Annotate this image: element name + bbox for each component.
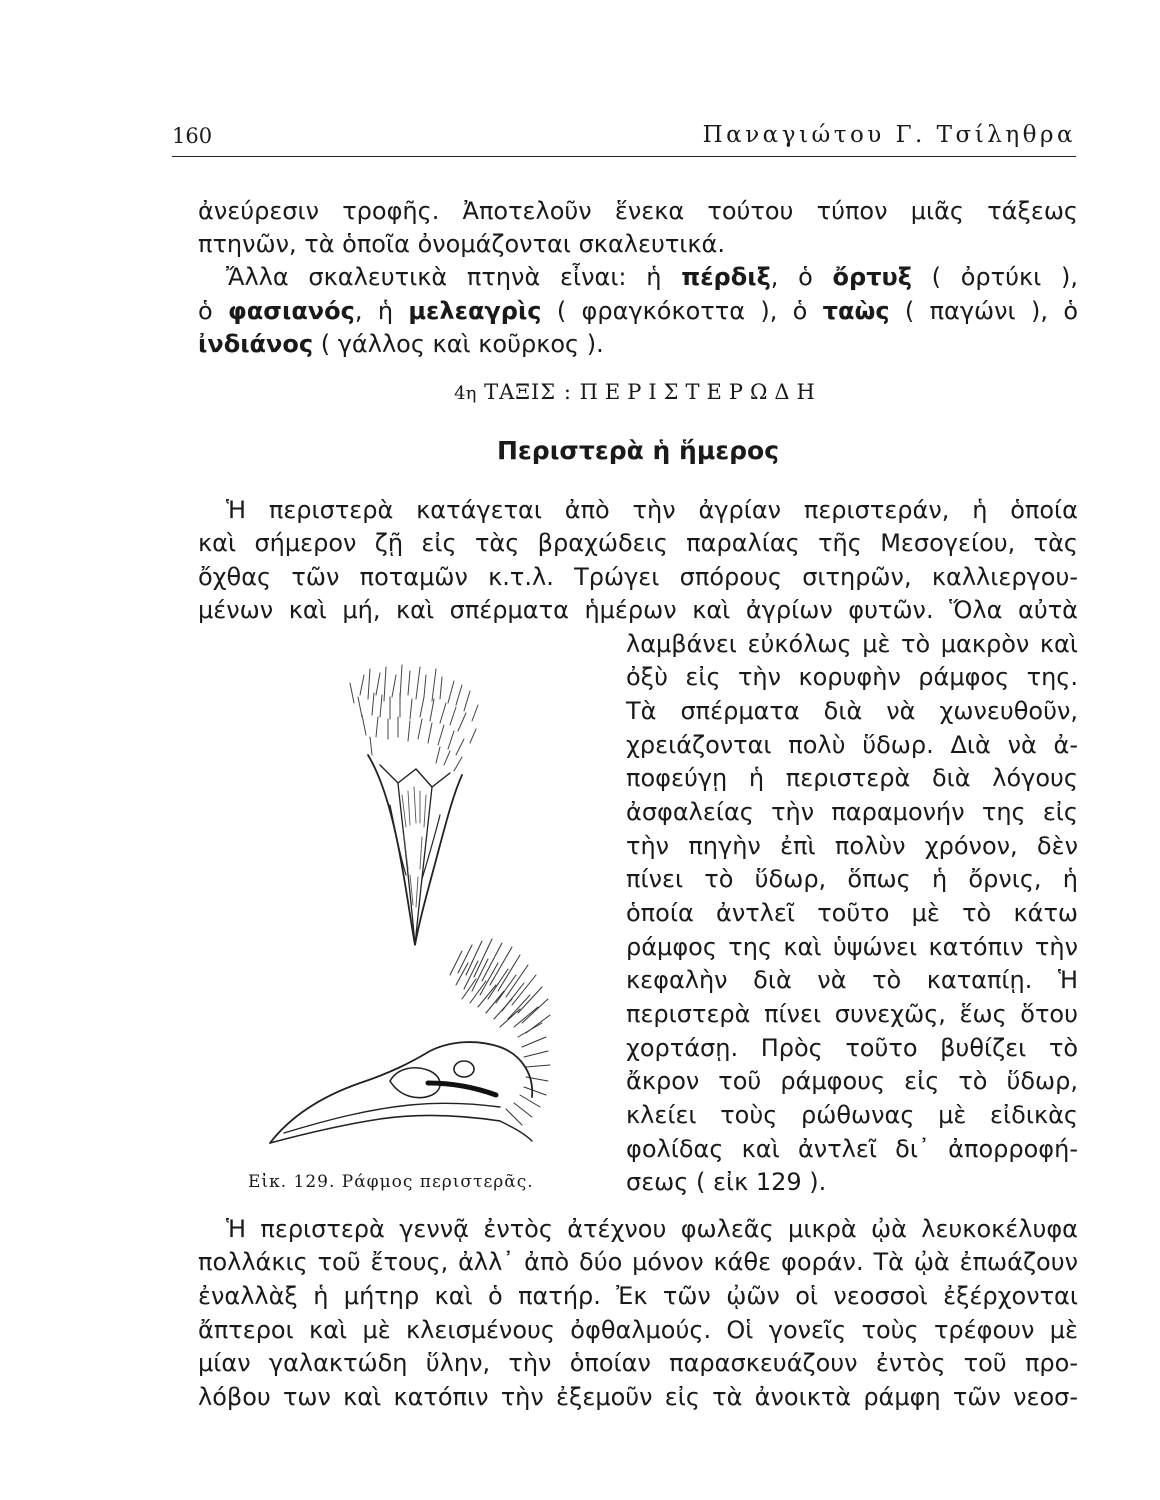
term-bold: ὄρτυξ [832,263,912,291]
column-line: ὀξὺ εἰς τὴν κορυφὴν ράμφος της. [626,663,1078,691]
column-line: περιστερὰ πίνει συνεχῶς, ἕως ὅτου [626,1000,1078,1028]
column-line: κεφαλὴν διὰ νὰ τὸ καταπίῃ. Ἡ [626,966,1078,994]
column-line: κλείει τοὺς ρώθωνας μὲ εἰδικὰς [626,1101,1078,1129]
text-run: ( παγώνι ), ὁ [889,297,1078,325]
column-line: πίνει τὸ ὕδωρ, ὅπως ἡ ὄρνις, ἡ [626,865,1078,893]
body-line: μένων καὶ μή, καὶ σπέρματα ἡμέρων καὶ ἀγρίων φυτῶν. Ὅλα αὐτὰ [198,596,1078,624]
section-name: ΠΕΡΙΣΤΕΡΩΔΗ [579,380,822,404]
text-run: , ἡ [354,297,409,325]
body-line: λόβου των καὶ κατόπιν τὴν ἐξεμοῦν εἰς τὰ ἀνοικτὰ ράμφη τῶν νεοσ- [198,1383,1078,1411]
body-line: Ἡ περιστερὰ κατάγεται ἀπὸ τὴν ἀγρίαν περιστεράν, ἡ ὁποία [226,496,1078,524]
beak-side-view [270,939,550,1143]
column-line: ἀσφαλείας τὴν παραμονήν της εἰς [626,798,1078,826]
body-line: ἀνεύρεσιν τροφῆς. Ἀποτελοῦν ἕνεκα τούτου τύπον μιᾶς τάξεως [198,197,1078,225]
term-bold: μελεαγρὶς [408,297,542,325]
body-line [198,328,1078,360]
term-bold: φασιανός [228,297,355,325]
term-bold: ἰνδιάνος [198,330,314,358]
body-line: ἐναλλὰξ ἡ μήτηρ καὶ ὁ πατήρ. Ἐκ τῶν ᾠῶν οἱ νεοσσοὶ ἐξέρχονται [198,1282,1078,1310]
column-line: λαμβάνει εὐκόλως μὲ τὸ μακρὸν καὶ [626,630,1078,658]
term-bold: πέρδιξ [681,263,771,291]
column-line: ἄκρον τοῦ ράμφους εἰς τὸ ὕδωρ, [626,1067,1078,1095]
text-run: ὁ [198,297,229,325]
text-run: ( γάλλος καὶ κοῦρκος ). [313,330,604,358]
body-line: πτηνῶν, τὰ ὁποῖα ὀνομάζονται σκαλευτικά. [198,230,725,258]
column-line: σεως ( εἰκ 129 ). [626,1168,827,1196]
beak-top-view [350,665,478,945]
running-head [172,120,1076,157]
body-line [226,261,1078,293]
body-line: ἄπτεροι καὶ μὲ κλεισμένους ὀφθαλμούς. Οἱ γονεῖς τοὺς τρέφουν μὲ [198,1316,1078,1344]
section-heading [198,380,1078,404]
body-line [198,295,1078,327]
term-bold: ταὼς [822,297,890,325]
section-number: 4η [454,383,477,404]
column-line: ποφεύγῃ ἡ περιστερὰ διὰ λόγους [626,764,1078,792]
body-line: Ἡ περιστερὰ γεννᾷ ἐντὸς ἀτέχνου φωλεᾶς μικρὰ ᾠὰ λευκοκέλυφα [226,1215,1078,1243]
page-number: 160 [172,124,213,148]
column-line: χρειάζονται πολὺ ὕδωρ. Διὰ νὰ ἀ- [626,731,1078,759]
figure-caption: Εἰκ. 129. Ράφμος περιστερᾶς. [248,1172,534,1192]
section-label: ΤΑΞΙΣ : [484,380,572,404]
column-line: ὁποία ἀντλεῖ τοῦτο μὲ τὸ κάτω [626,899,1078,927]
text-run: ( ὀρτύκι ), [911,263,1078,291]
running-title: Παναγιώτου Γ. Τσίληθρα [702,122,1076,148]
column-line: χορτάσῃ. Πρὸς τοῦτο βυθίζει τὸ [626,1034,1078,1062]
subheading: Περιστερὰ ἡ ἥμερος [496,436,780,465]
text-run: Ἄλλα σκαλευτικὰ πτηνὰ εἶναι: ἡ [226,263,682,291]
body-line: μίαν γαλακτώδη ὕλην, τὴν ὁποίαν παρασκευάζουν ἐντὸς τοῦ προ- [198,1349,1078,1377]
column-line: Τὰ σπέρματα διὰ νὰ χωνευθοῦν, [626,697,1078,725]
column-line: τὴν πηγὴν ἐπὶ πολὺν χρόνον, δὲν [626,832,1078,860]
text-run: , ὁ [770,263,833,291]
pigeon-beak-figure [250,655,595,1175]
body-line: ὄχθας τῶν ποταμῶν κ.τ.λ. Τρώγει σπόρους σιτηρῶν, καλλιεργου- [198,563,1078,591]
body-line: πολλάκις τοῦ ἔτους, ἀλλ᾽ ἀπὸ δύο μόνον κάθε φοράν. Τὰ ᾠὰ ἐπωάζουν [198,1248,1078,1276]
column-line: φολίδας καὶ ἀντλεῖ δι᾽ ἀπορροφή- [626,1135,1078,1163]
text-run: ( φραγκόκοττα ), ὁ [541,297,823,325]
body-line: καὶ σήμερον ζῇ εἰς τὰς βραχώδεις παραλίας τῆς Μεσογείου, τὰς [198,529,1078,557]
column-line: ράμφος της καὶ ὑψώνει κατόπιν τὴν [626,933,1078,961]
